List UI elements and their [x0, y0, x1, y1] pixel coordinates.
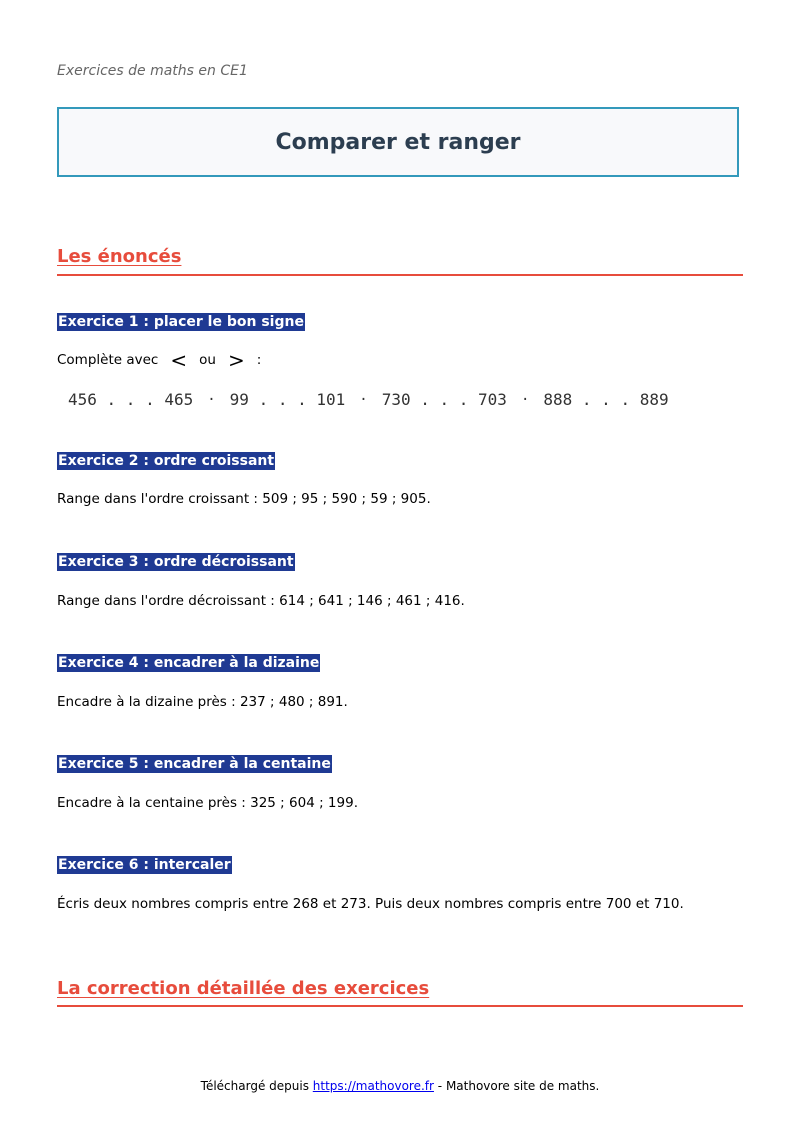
section-rule-statements: [57, 274, 743, 276]
exercise-3-text: Range dans l'ordre décroissant : 614 ; 641 ; 146 ; 461 ; 416.: [57, 593, 465, 609]
less-than-sign: <: [170, 348, 188, 372]
greater-than-sign: >: [227, 348, 245, 372]
exercise-5-text: Encadre à la centaine près : 325 ; 604 ; 199.: [57, 795, 358, 811]
exercise-4-text: Encadre à la dizaine près : 237 ; 480 ; 891.: [57, 694, 348, 710]
footer-suffix: - Mathovore site de maths.: [437, 1079, 600, 1093]
pair-separator: ·: [359, 391, 368, 408]
exercise-3-heading: Exercice 3 : ordre décroissant: [58, 554, 294, 570]
exercise-1-pairs: [68, 390, 669, 409]
exercise-1-heading: Exercice 1 : placer le bon signe: [58, 314, 304, 330]
footer: [0, 1079, 800, 1093]
comparison-pair: 99 . . . 101: [229, 390, 346, 409]
exercise-2-text: Range dans l'ordre croissant : 509 ; 95 ; 590 ; 59 ; 905.: [57, 491, 431, 507]
pair-separator: ·: [520, 391, 530, 408]
page-title: Comparer et ranger: [275, 129, 521, 155]
footer-link[interactable]: https://mathovore.fr: [312, 1079, 434, 1093]
exercise-6-text: Écris deux nombres compris entre 268 et 273. Puis deux nombres compris entre 700 et 710.: [57, 896, 684, 912]
section-title-correction: La correction détaillée des exercices: [57, 978, 430, 999]
exercise-1-colon: :: [256, 352, 262, 368]
document-subject: Exercices de maths en CE1: [57, 63, 248, 79]
pair-separator: ·: [207, 391, 216, 408]
footer-prefix: Téléchargé depuis: [200, 1079, 309, 1093]
title-box: [57, 107, 739, 177]
exercise-6-heading: Exercice 6 : intercaler: [58, 857, 231, 873]
exercise-2-heading: Exercice 2 : ordre croissant: [58, 453, 275, 469]
exercise-1-conjunction: ou: [199, 352, 216, 368]
exercise-4-heading: Exercice 4 : encadrer à la dizaine: [58, 655, 320, 671]
comparison-pair: 888 . . . 889: [543, 390, 669, 409]
comparison-pair: 730 . . . 703: [381, 390, 507, 409]
section-title-statements: Les énoncés: [57, 246, 182, 267]
exercise-1-prompt-line: [57, 348, 262, 372]
exercise-1-prompt: Complète avec: [57, 352, 159, 368]
comparison-pair: 456 . . . 465: [68, 390, 194, 409]
exercise-5-heading: Exercice 5 : encadrer à la centaine: [58, 756, 331, 772]
section-rule-correction: [57, 1005, 743, 1007]
